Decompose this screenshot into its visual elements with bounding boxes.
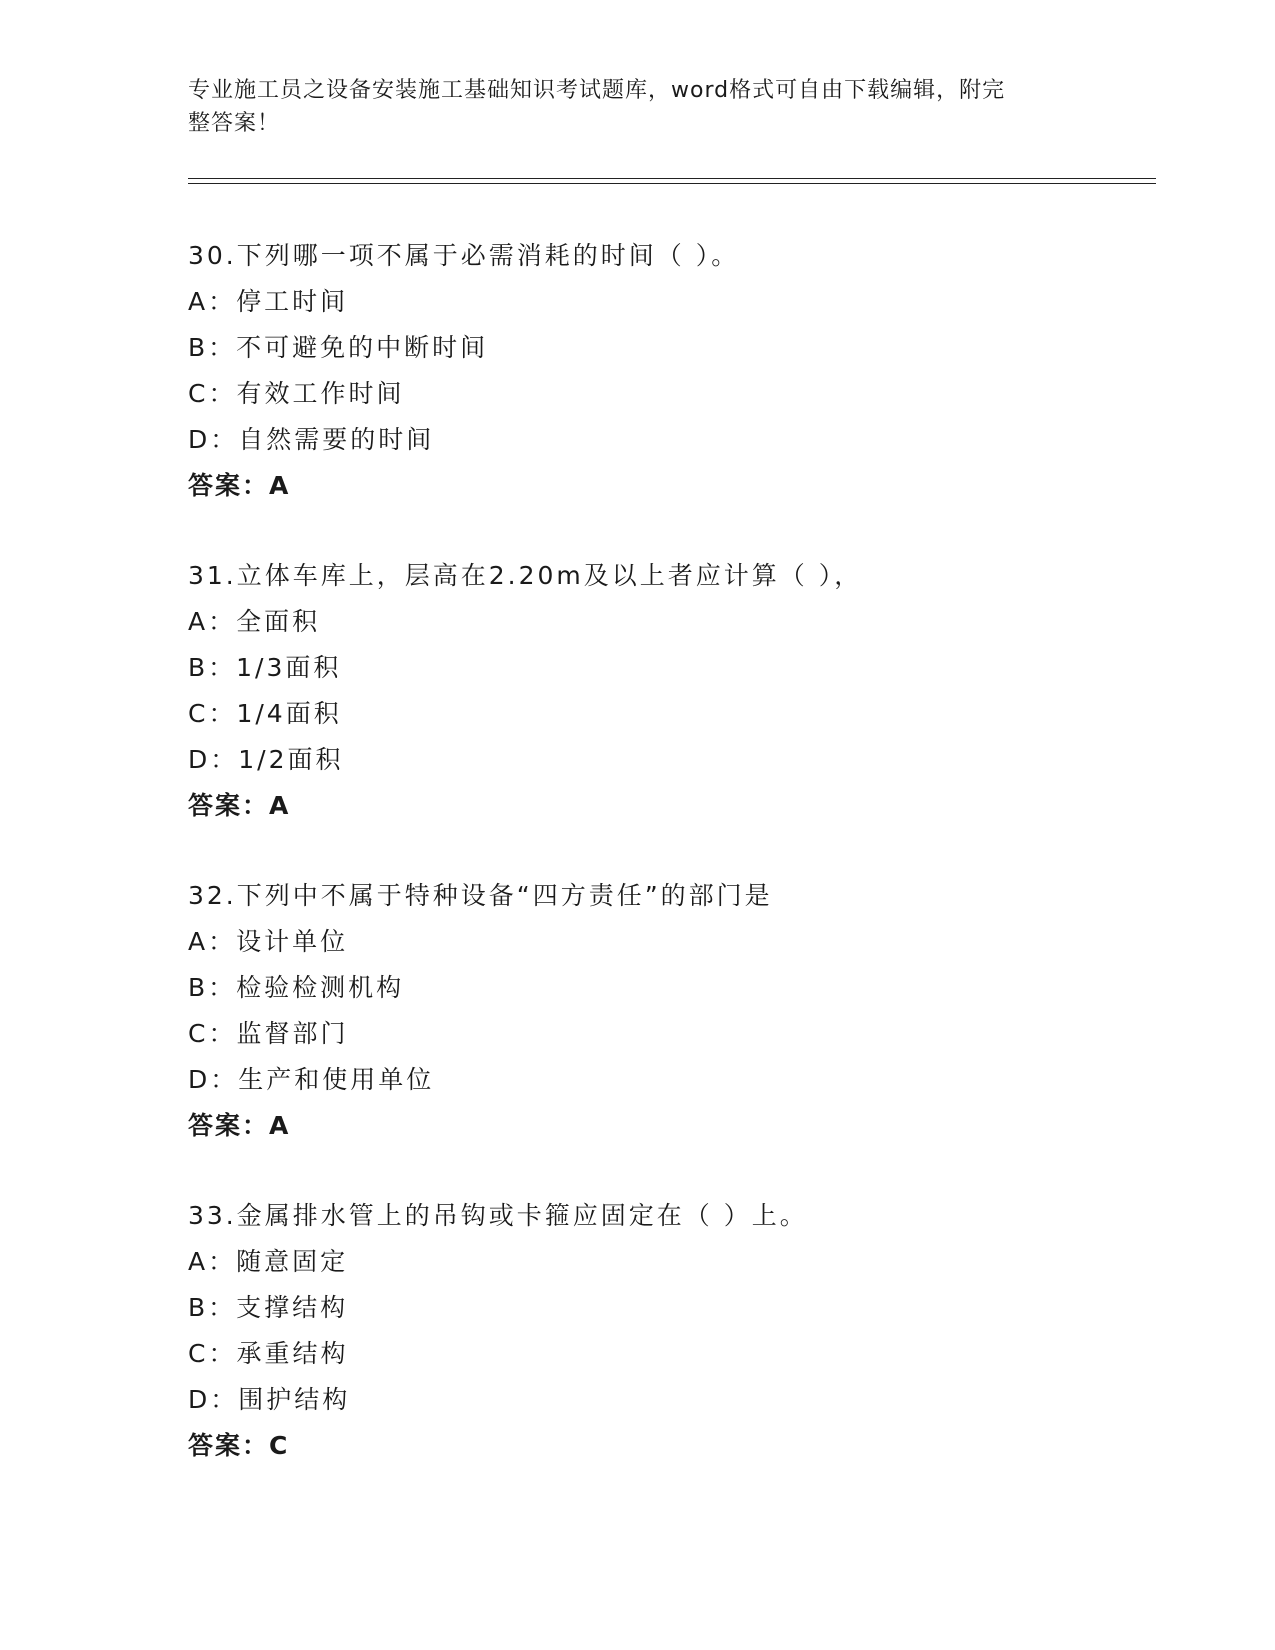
option-b: B：检验检测机构 <box>188 973 405 1002</box>
question-stem: 33.金属排水管上的吊钩或卡箍应固定在（ ）上。 <box>188 1201 808 1230</box>
question-stem: 30.下列哪一项不属于必需消耗的时间（ ）。 <box>188 241 740 270</box>
question-31 <box>188 553 1148 829</box>
question-30 <box>188 233 1148 509</box>
question-stem: 32.下列中不属于特种设备“四方责任”的部门是 <box>188 881 773 910</box>
option-b: B：支撑结构 <box>188 1293 349 1322</box>
option-a: A：设计单位 <box>188 927 349 956</box>
answer: 答案：A <box>188 471 291 500</box>
option-c: C：有效工作时间 <box>188 379 405 408</box>
answer: 答案：A <box>188 791 291 820</box>
option-c: C：1/4面积 <box>188 699 342 728</box>
question-33 <box>188 1193 1148 1469</box>
option-a: A：全面积 <box>188 607 321 636</box>
option-b: B：不可避免的中断时间 <box>188 333 489 362</box>
option-a: A：随意固定 <box>188 1247 349 1276</box>
option-d: D：自然需要的时间 <box>188 425 435 454</box>
option-c: C：监督部门 <box>188 1019 349 1048</box>
option-d: D：生产和使用单位 <box>188 1065 435 1094</box>
header-divider-top <box>188 178 1156 179</box>
question-32 <box>188 873 1148 1149</box>
answer: 答案：C <box>188 1431 290 1460</box>
header-line-2: 整答案！ <box>188 111 281 136</box>
answer: 答案：A <box>188 1111 291 1140</box>
option-b: B：1/3面积 <box>188 653 342 682</box>
header-line-1: 专业施工员之设备安装施工基础知识考试题库，word格式可自由下载编辑，附完 <box>188 78 1006 103</box>
header-divider-bottom <box>188 183 1156 184</box>
option-a: A：停工时间 <box>188 287 349 316</box>
option-d: D：围护结构 <box>188 1385 351 1414</box>
option-d: D：1/2面积 <box>188 745 344 774</box>
question-stem: 31.立体车库上，层高在2.20m及以上者应计算（ ）， <box>188 561 863 590</box>
document-header <box>188 74 1068 140</box>
option-c: C：承重结构 <box>188 1339 349 1368</box>
